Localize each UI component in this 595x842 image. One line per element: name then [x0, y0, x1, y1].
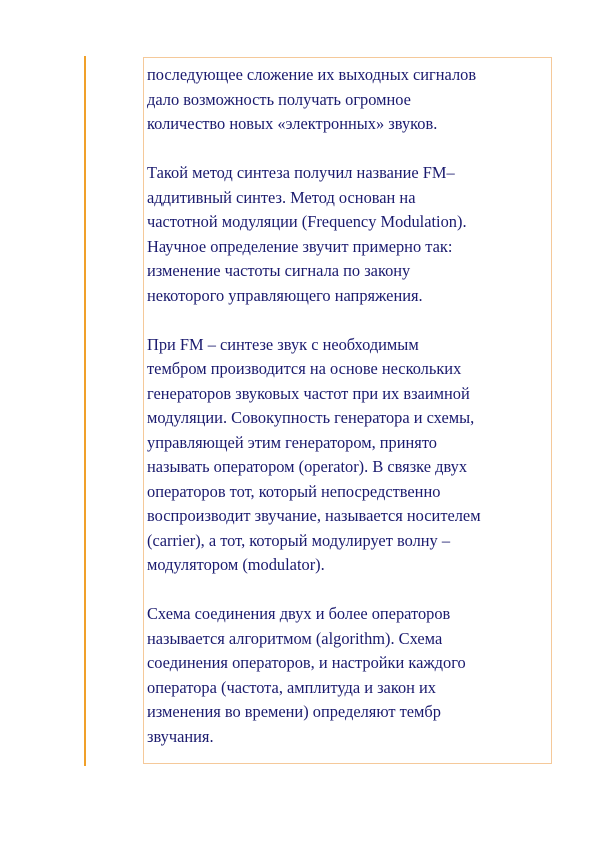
left-accent-rule: [84, 56, 86, 766]
paragraph-algorithm: Схема соединения двух и более операторов называется алгоритмом (algorithm). Схема соединения операторов, и настройки каждого оператора (частота, амплитуда и закон их изменения во времени) определяют тембр звучания.: [147, 604, 466, 746]
document-body: [147, 63, 549, 749]
paragraph-intro-continuation: последующее сложение их выходных сигналов дало возможность получать огромное количество новых «электронных» звуков.: [147, 65, 477, 133]
paragraph-fm-definition: Такой метод синтеза получил название FM– аддитивный синтез. Метод основан на частотной модуляции (Frequency Modulation). Научное определение звучит примерно так: изменение частоты сигнала по закону некоторого управляющего напряжения.: [147, 163, 467, 305]
paragraph-fm-operators: При FM – синтезе звук с необходимым тембром производится на основе нескольких генераторов звуковых частот при их взаимной модуляции. Совокупность генератора и схемы, управляющей этим генератором, принято называть оператором (operator). В связке двух операторов тот, который непосредственно воспроизводит звучание, называется носителем (carrier), а тот, который модулирует волну – модулятором (modulator).: [147, 334, 481, 574]
